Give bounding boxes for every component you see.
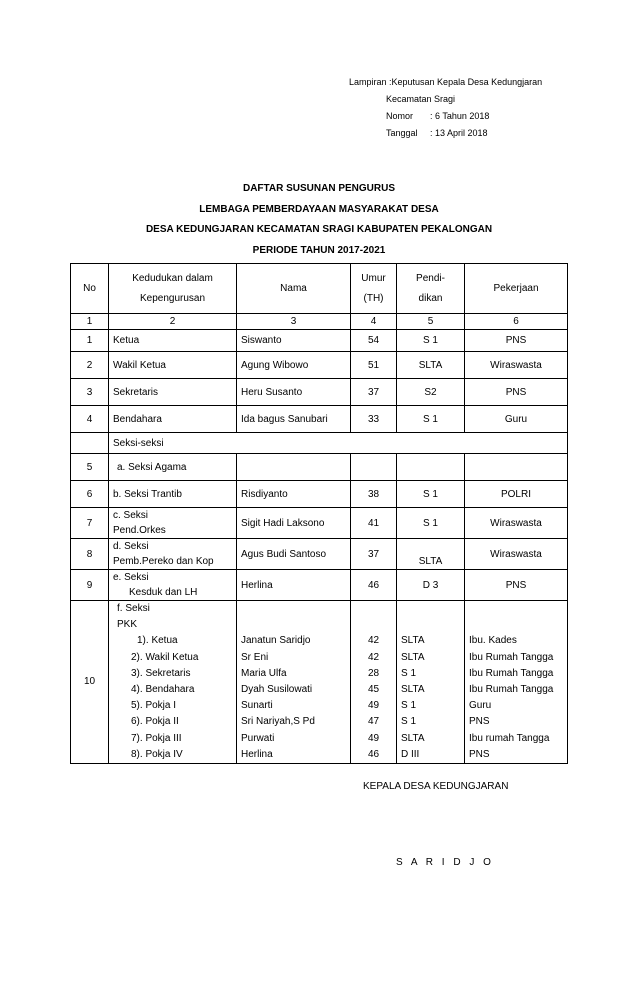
row-kedudukan [109,454,237,481]
row-kedudukan [109,508,237,539]
row-kedudukan: Wakil Ketua [109,352,237,379]
header-kedudukan-line-1: Kedudukan dalam [132,272,213,284]
title-line-4: PERIODE TAHUN 2017-2021 [252,244,386,256]
seksi-heading: Seksi-seksi [109,433,568,454]
seksi-heading-row [71,433,568,454]
row-umur: 37 [351,379,397,406]
header-umur-line-1: Umur [361,272,386,284]
row-no: 5 [71,454,109,481]
pkk-age: 49 [367,732,380,744]
table-row [71,406,568,433]
spacer [355,617,392,633]
row-kedudukan: Sekretaris [109,379,237,406]
row-nama: Sigit Hadi Laksono [237,508,351,539]
table-row [71,379,568,406]
row-kedudukan-line-2: Pemb.Pereko dan Kop [113,556,214,567]
attachment-line [349,108,542,125]
pkk-edu: S 1 [401,716,417,728]
title-line-3: DESA KEDUNGJARAN KECAMATAN SRAGI KABUPATEN PEKALONGAN [145,224,493,235]
pkk-edu: D III [401,748,420,760]
header-kedudukan-line-2: Kepengurusan [139,292,206,304]
table-row [71,454,568,481]
pkk-position: 5). Pokja I [131,700,177,712]
pkk-name: Herlina [241,748,273,760]
row-no: 2 [71,352,109,379]
attachment-header [349,74,542,142]
row-pendidikan: S 1 [397,330,465,352]
row-no: 6 [71,481,109,508]
row-pendidikan [397,454,465,481]
column-number: 3 [237,314,351,330]
row-pekerjaan: Wiraswasta [465,539,568,570]
row-pendidikan: S 1 [397,508,465,539]
row-pekerjaan: PNS [465,570,568,601]
pkk-job: Ibu Rumah Tangga [469,667,554,679]
row-pekerjaan: Guru [465,406,568,433]
header-umur-line-2: (TH) [363,292,384,304]
pkk-job: Ibu. Kades [469,635,517,647]
title-line-1: DAFTAR SUSUNAN PENGURUS [242,183,396,194]
column-number: 5 [397,314,465,330]
row-pendidikan: D 3 [397,570,465,601]
row-pendidikan: S2 [397,379,465,406]
signatory-title: KEPALA DESA KEDUNGJARAN [363,781,509,792]
row-pendidikan: S 1 [397,406,465,433]
spacer [241,601,346,617]
header-pendidikan-line-1: Pendi- [416,272,445,284]
nomor-key: Nomor [386,111,414,121]
row-no: 9 [71,570,109,601]
row-pendidikan: S 1 [397,481,465,508]
pkk-age: 28 [367,667,380,679]
row-no: 8 [71,539,109,570]
row-umur: 54 [351,330,397,352]
pkk-age: 42 [367,635,380,647]
row-umur [351,454,397,481]
pkk-position: 2). Wakil Ketua [131,651,199,663]
attachment-decree: Lampiran :Keputusan Kepala Desa Kedungjaran [349,77,543,87]
header-umur [351,264,397,314]
row-kedudukan: b. Seksi Trantib [109,481,237,508]
row-nama: Heru Susanto [237,379,351,406]
row-kedudukan-line-1: e. Seksi [113,572,149,583]
pkk-edu: SLTA [401,651,425,663]
row-nama: Herlina [237,570,351,601]
pkk-position: 7). Pokja III [131,732,182,744]
pkk-row [71,601,568,764]
header-no: No [71,264,109,314]
row-umur: 33 [351,406,397,433]
pkk-job: Ibu Rumah Tangga [469,651,554,663]
column-number-row [71,314,568,330]
pkk-age: 46 [367,748,380,760]
row-pendidikan: SLTA [397,352,465,379]
row-no: 3 [71,379,109,406]
table-row [71,481,568,508]
table-row [71,539,568,570]
pkk-name: Maria Ulfa [241,667,287,679]
pkk-head-line-2: PKK [117,619,138,631]
spacer [469,617,563,633]
row-pekerjaan: Wiraswasta [465,352,568,379]
pkk-edu: SLTA [401,683,425,695]
row-pekerjaan: PNS [465,379,568,406]
document-title [0,179,638,261]
pkk-position: 6). Pokja II [131,716,179,728]
pkk-age: 42 [367,651,380,663]
pkk-position: 4). Bendahara [131,683,195,695]
row-kedudukan [109,570,237,601]
row-kedudukan-line-1: d. Seksi [113,541,149,552]
header-pendidikan-line-2: dikan [418,292,443,304]
attachment-line [349,91,542,108]
committee-table [70,263,568,764]
row-kedudukan-text: a. Seksi Agama [117,461,187,473]
header-kedudukan [109,264,237,314]
row-nama: Siswanto [237,330,351,352]
row-pekerjaan: Wiraswasta [465,508,568,539]
row-nama: Ida bagus Sanubari [237,406,351,433]
pkk-age: 45 [367,683,380,695]
pkk-education [397,601,465,764]
row-pekerjaan: PNS [465,330,568,352]
header-pendidikan [397,264,465,314]
row-no [71,601,109,764]
tanggal-key: Tanggal [386,128,418,138]
attachment-line [349,74,542,91]
row-kedudukan-line-2: Pend.Orkes [113,525,166,536]
column-number: 1 [71,314,109,330]
row-umur: 46 [351,570,397,601]
row-no: 1 [71,330,109,352]
row-kedudukan-line-1: c. Seksi [113,510,149,521]
row-kedudukan: Bendahara [109,406,237,433]
row-pekerjaan [465,454,568,481]
pkk-age: 47 [367,716,380,728]
row-nama: Agung Wibowo [237,352,351,379]
row-umur: 37 [351,539,397,570]
spacer [241,617,346,633]
attachment-district: Kecamatan Sragi [386,94,456,104]
pkk-name: Sri Nariyah,S Pd [241,716,315,728]
row-nama [237,454,351,481]
spacer [401,601,460,617]
pkk-edu: S 1 [401,667,417,679]
header-pekerjaan: Pekerjaan [465,264,568,314]
attachment-line [349,125,542,142]
pkk-positions [109,601,237,764]
pkk-name: Sr Eni [241,651,269,663]
table-row [71,352,568,379]
pkk-ages [351,601,397,764]
tanggal-value: : 13 April 2018 [430,128,488,138]
pkk-position: 8). Pokja IV [131,748,183,760]
row-kedudukan-line-2: Kesduk dan LH [129,587,198,598]
pkk-job: Ibu rumah Tangga [469,732,550,744]
table-header-row [71,264,568,314]
pkk-name: Sunarti [241,700,273,712]
row-pekerjaan: POLRI [465,481,568,508]
pkk-age: 49 [367,700,380,712]
row-umur: 51 [351,352,397,379]
pkk-job: PNS [469,748,490,760]
column-number: 4 [351,314,397,330]
row-no-empty [71,433,109,454]
pkk-no: 10 [83,675,96,687]
pkk-occupation [465,601,568,764]
row-umur: 38 [351,481,397,508]
pkk-name: Dyah Susilowati [241,683,313,695]
column-number: 6 [465,314,568,330]
nomor-value: : 6 Tahun 2018 [430,111,490,121]
spacer [401,617,460,633]
pkk-names [237,601,351,764]
row-no: 7 [71,508,109,539]
spacer [355,601,392,617]
pkk-edu: SLTA [401,732,425,744]
pkk-head-line-1: f. Seksi [117,603,150,614]
pkk-position: 3). Sekretaris [131,667,191,679]
title-line-2: LEMBAGA PEMBERDAYAAN MASYARAKAT DESA [199,203,439,215]
table-row [71,508,568,539]
pkk-job: Ibu Rumah Tangga [469,683,554,695]
table-row [71,330,568,352]
row-pendidikan: SLTA [397,539,465,570]
pkk-name: Purwati [241,732,275,744]
row-kedudukan: Ketua [109,330,237,352]
header-nama: Nama [237,264,351,314]
column-number: 2 [109,314,237,330]
table-row [71,570,568,601]
signatory-name: S A R I D J O [396,857,494,868]
pkk-name: Janatun Saridjo [241,635,311,647]
spacer [469,601,563,617]
row-umur: 41 [351,508,397,539]
row-nama: Agus Budi Santoso [237,539,351,570]
row-nama: Risdiyanto [237,481,351,508]
row-kedudukan [109,539,237,570]
row-no: 4 [71,406,109,433]
pkk-job: PNS [469,716,490,728]
pkk-position: 1). Ketua [137,635,178,647]
pkk-job: Guru [469,700,492,712]
pkk-edu: S 1 [401,700,417,712]
pkk-edu: SLTA [401,635,425,647]
